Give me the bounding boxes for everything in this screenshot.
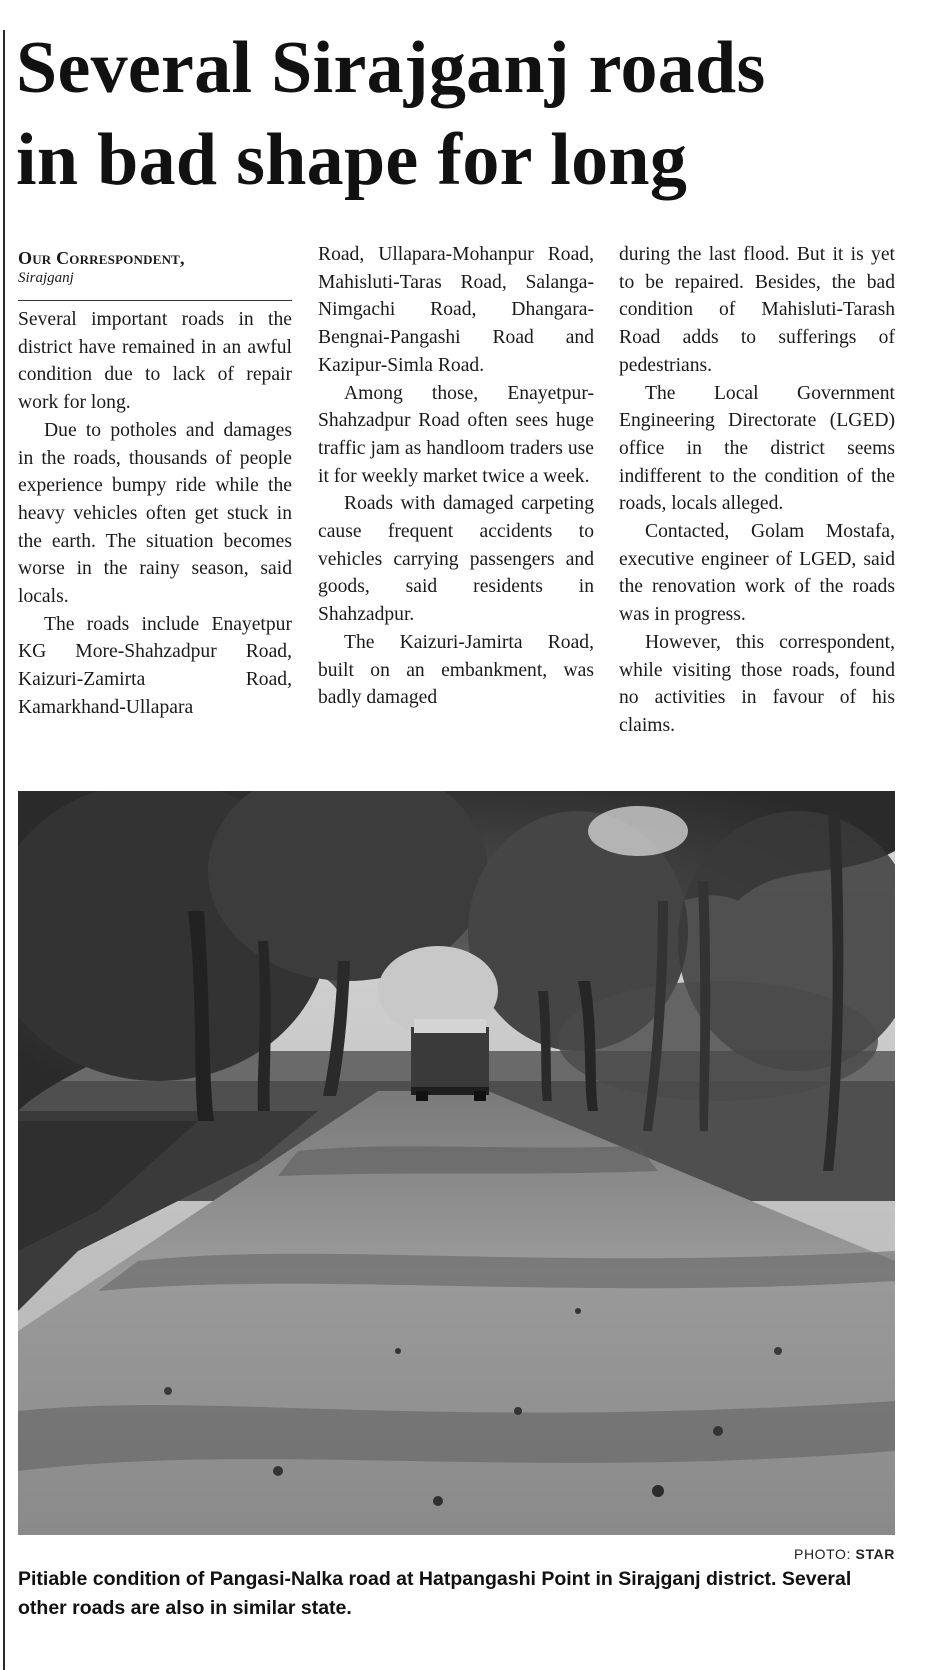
article-paragraph: during the last flood. But it is yet to be repaired. Besides, the bad condition of Mahisluti-Tarash Road adds to sufferings of pedestrians. [619,244,895,376]
article-column-3 [619,241,895,740]
article-column-1 [18,306,292,722]
article-paragraph: The Local Government Engineering Directorate (LGED) office in the district seems indifferent to the condition of the roads, locals alleged. [619,382,895,515]
byline-author: Our Correspondent, [18,248,185,268]
column-rule [3,30,5,1670]
article-paragraph: The roads include Enayetpur KG More-Shahzadpur Road, Kaizuri-Zamirta Road, Kamarkhand-Ullapara [18,613,292,718]
article-paragraph: The Kaizuri-Jamirta Road, built on an embankment, was badly damaged [318,631,594,709]
article-paragraph: Several important roads in the district have remained in an awful condition due to lack of repair work for long. [18,309,292,414]
byline [18,247,292,287]
article-headline [16,22,911,206]
article-paragraph: Contacted, Golam Mostafa, executive engineer of LGED, said the renovation work of the roads was in progress. [619,521,895,626]
headline-line-2: in bad shape for long [16,119,688,201]
photo-credit [794,1546,895,1562]
article-paragraph: Among those, Enayetpur-Shahzadpur Road often sees huge traffic jam as handloom traders use it for weekly market twice a week. [318,382,594,487]
photo-credit-prefix: PHOTO: [794,1546,856,1562]
article-paragraph: However, this correspondent, while visiting those roads, found no activities in favour of his claims. [619,631,895,736]
photo-credit-source: STAR [855,1546,895,1562]
road-photo [18,791,895,1535]
byline-divider [18,300,292,301]
article-paragraph: Due to potholes and damages in the roads, thousands of people experience bumpy ride while the heavy vehicles often get stuck in the earth. The situation becomes worse in the rainy season, said locals. [18,419,292,608]
road-photo-illustration [18,791,895,1535]
article-paragraph: Roads with damaged carpeting cause frequent accidents to vehicles carrying passengers and goods, said residents in Shahzadpur. [318,493,594,626]
article-paragraph: Road, Ullapara-Mohanpur Road, Mahisluti-Taras Road, Salanga-Nimgachi Road, Dhangara-Bengnai-Pangashi Road and Kazipur-Simla Road. [318,244,594,376]
byline-location: Sirajganj [18,270,74,286]
article-column-2 [318,241,594,712]
photo-caption: Pitiable condition of Pangasi-Nalka road at Hatpangashi Point in Sirajganj district. Several other roads are also in similar state. [18,1568,852,1619]
headline-line-1: Several Sirajganj roads [16,27,766,109]
